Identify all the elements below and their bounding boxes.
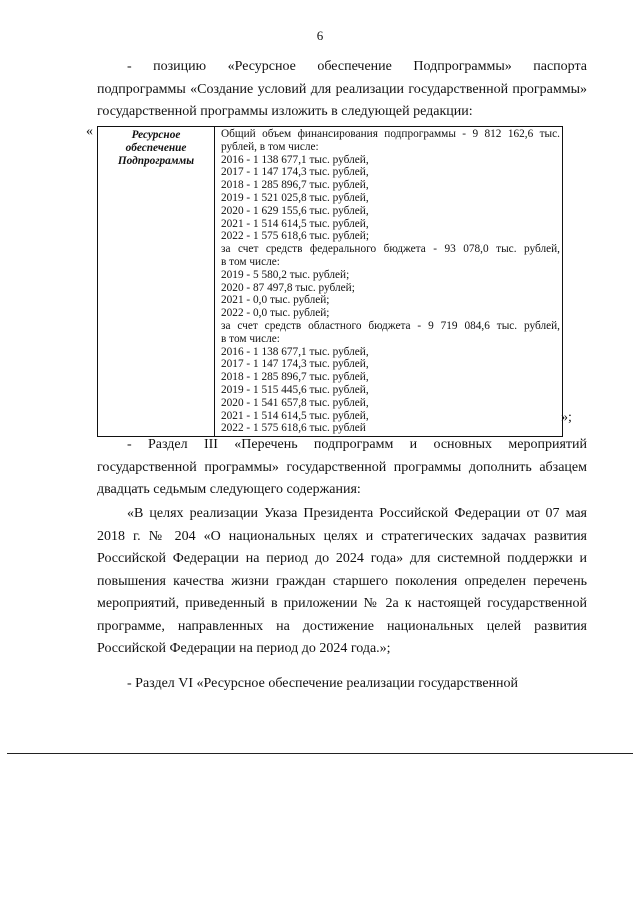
table-content-cell <box>215 127 563 437</box>
content-line: 2022 - 0,0 тыс. рублей; <box>221 307 330 320</box>
content-line: 2022 - 1 575 618,6 тыс. рублей; <box>221 230 369 243</box>
content-line: Общий объем финансирования подпрограммы - 9 812 162,6 тыс. <box>221 128 560 140</box>
content-line: 2016 - 1 138 677,1 тыс. рублей, <box>221 345 369 358</box>
content-line: 2018 - 1 285 896,7 тыс. рублей, <box>221 371 369 384</box>
table-row <box>98 127 563 437</box>
paragraph-section-six: - Раздел VI «Ресурсное обеспечение реализации государственной <box>127 676 519 691</box>
paragraph-resource-position: - позицию «Ресурсное обеспечение Подпрограммы» паспорта подпрограммы «Создание условий для реализации государственной программы» государственной программы изложить в следующей редакции: <box>97 59 587 119</box>
label-line: Подпрограммы <box>117 155 195 167</box>
label-line: обеспечение <box>125 142 187 154</box>
table-label-cell <box>98 127 215 437</box>
content-line: 2019 - 1 521 025,8 тыс. рублей, <box>221 191 369 204</box>
paragraph-section-three: - Раздел III «Перечень подпрограмм и основных мероприятий государственной программы» государственной программы дополнить абзацем двадцать седьмым следующего содержания: <box>97 437 587 497</box>
content-line: 2017 - 1 147 174,3 тыс. рублей, <box>221 358 369 371</box>
label-line: Ресурсное <box>131 129 181 141</box>
content-line: 2020 - 1 541 657,8 тыс. рублей, <box>221 396 369 409</box>
content-line: 2022 - 1 575 618,6 тыс. рублей <box>221 422 366 435</box>
content-line: 2019 - 5 580,2 тыс. рублей; <box>221 268 350 281</box>
page-number: 6 <box>316 28 324 43</box>
table-close-quote: »; <box>561 410 572 425</box>
content-line: 2016 - 1 138 677,1 тыс. рублей, <box>221 153 369 166</box>
table-open-quote: « <box>86 124 93 139</box>
resource-table <box>97 126 563 437</box>
content-line: 2021 - 1 514 614,5 тыс. рублей, <box>221 217 369 230</box>
content-line: в том числе: <box>221 255 280 268</box>
content-line: 2018 - 1 285 896,7 тыс. рублей, <box>221 179 369 192</box>
content-line: 2021 - 0,0 тыс. рублей; <box>221 294 330 307</box>
content-line: 2020 - 87 497,8 тыс. рублей; <box>221 281 355 294</box>
content-line: в том числе: <box>221 332 280 345</box>
content-line: за счет средств федерального бюджета - 93 078,0 тыс. рублей, <box>221 243 560 256</box>
content-line: за счет средств областного бюджета - 9 719 084,6 тыс. рублей, <box>221 319 560 332</box>
paragraph-national-goals: «В целях реализации Указа Президента Российской Федерации от 07 мая 2018 г. № 204 «О национальных целях и стратегических задачах развития Российской Федерации на период до 2024 года» для системной поддержки и повышения качества жизни граждан старшего поколения определен перечень мероприятий, приведенный в приложении № 2а к настоящей государственной программе, направленных на достижение национальных целей развития Российской Федерации на период до 2024 года.»; <box>97 506 587 656</box>
content-line: 2020 - 1 629 155,6 тыс. рублей, <box>221 204 369 217</box>
footer-divider <box>7 753 633 754</box>
content-line: 2019 - 1 515 445,6 тыс. рублей, <box>221 383 369 396</box>
content-line: 2021 - 1 514 614,5 тыс. рублей, <box>221 409 369 422</box>
content-line: рублей, в том числе: <box>221 140 319 153</box>
content-line: 2017 - 1 147 174,3 тыс. рублей, <box>221 166 369 179</box>
